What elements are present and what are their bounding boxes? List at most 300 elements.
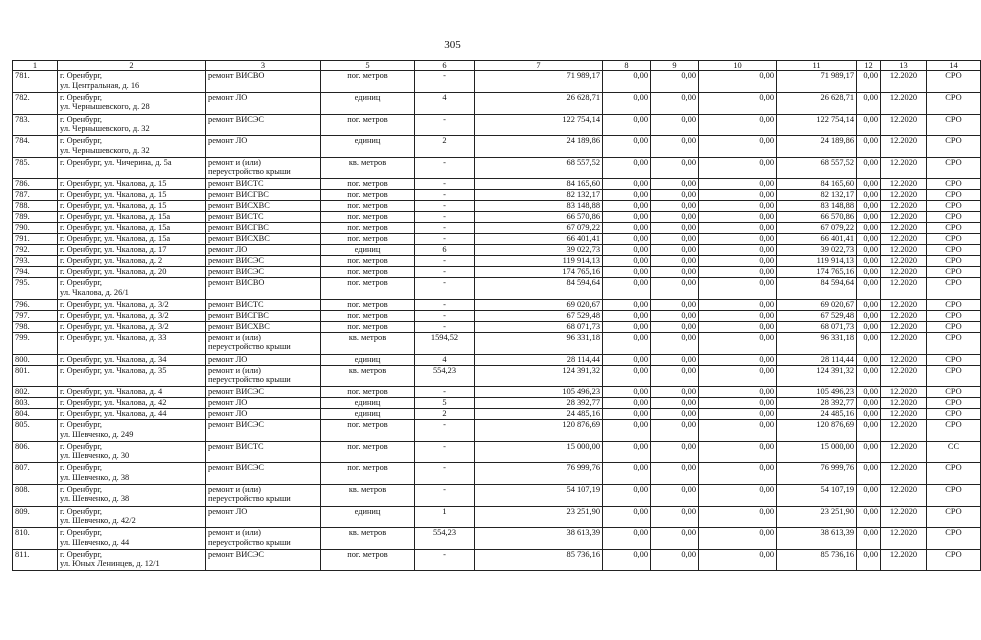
address-cell <box>58 299 206 310</box>
unit-cell: единиц <box>321 136 415 158</box>
cost-col-10-cell: 0,00 <box>699 256 777 267</box>
cost-col-10-cell: 0,00 <box>699 420 777 442</box>
total-cost-cell: 68 557,52 <box>475 157 603 179</box>
cost-col-10-cell: 0,00 <box>699 549 777 571</box>
address-cell-line: ул. Шевченко, д. 38 <box>60 494 130 504</box>
completion-date-cell: 12.2020 <box>881 365 927 387</box>
completion-date-cell: 12.2020 <box>881 190 927 201</box>
work-type-cell-line: ремонт ВИСЭС <box>208 267 264 277</box>
address-cell-line: г. Оренбург, ул. Чкалова, д. 35 <box>60 365 167 375</box>
quantity-cell: - <box>415 549 475 571</box>
total-cost-cell: 83 148,88 <box>475 201 603 212</box>
quantity-cell: - <box>415 201 475 212</box>
cost-col-12-cell: 0,00 <box>857 223 881 234</box>
cost-col-8-cell: 0,00 <box>603 387 651 398</box>
cost-col-9-cell: 0,00 <box>651 179 699 190</box>
cost-col-12-cell: 0,00 <box>857 267 881 278</box>
cost-col-11-cell: 120 876,69 <box>777 420 857 442</box>
work-type-cell <box>206 93 321 115</box>
funding-source-cell: СРО <box>927 223 981 234</box>
completion-date-cell: 12.2020 <box>881 420 927 442</box>
address-cell <box>58 256 206 267</box>
address-cell-line: г. Оренбург, <box>60 484 103 494</box>
cost-col-10-cell: 0,00 <box>699 354 777 365</box>
total-cost-cell: 84 594,64 <box>475 278 603 300</box>
cost-col-12-cell: 0,00 <box>857 528 881 550</box>
row-number: 808. <box>13 484 58 506</box>
total-cost-cell: 174 765,16 <box>475 267 603 278</box>
work-type-cell-line: ремонт и (или) <box>208 528 261 538</box>
address-cell-line: ул. Шевченко, д. 44 <box>60 537 130 547</box>
cost-col-12-cell: 0,00 <box>857 114 881 136</box>
work-type-cell-line: ремонт ВИСЭС <box>208 420 264 430</box>
column-header-8: 8 <box>603 61 651 71</box>
funding-source-cell: СРО <box>927 245 981 256</box>
address-cell-line: г. Оренбург, <box>60 278 103 288</box>
address-cell-line: ул. Чкалова, д. 26/1 <box>60 287 129 297</box>
row-number: 796. <box>13 299 58 310</box>
cost-col-9-cell: 0,00 <box>651 463 699 485</box>
unit-cell: пог. метров <box>321 256 415 267</box>
completion-date-cell: 12.2020 <box>881 179 927 190</box>
cost-col-11-cell: 122 754,14 <box>777 114 857 136</box>
work-type-cell-line: ремонт ВИСГВС <box>208 190 269 200</box>
unit-cell: пог. метров <box>321 278 415 300</box>
column-header-3: 3 <box>206 61 321 71</box>
cost-col-11-cell: 28 392,77 <box>777 398 857 409</box>
cost-col-10-cell: 0,00 <box>699 398 777 409</box>
quantity-cell: - <box>415 267 475 278</box>
unit-cell: пог. метров <box>321 190 415 201</box>
cost-col-8-cell: 0,00 <box>603 441 651 463</box>
work-type-cell <box>206 484 321 506</box>
row-number: 804. <box>13 409 58 420</box>
table-row <box>13 267 981 278</box>
row-number: 795. <box>13 278 58 300</box>
funding-source-cell: СРО <box>927 190 981 201</box>
work-type-cell <box>206 157 321 179</box>
table-header <box>13 61 981 71</box>
total-cost-cell: 84 165,60 <box>475 179 603 190</box>
cost-col-9-cell: 0,00 <box>651 398 699 409</box>
quantity-cell: - <box>415 441 475 463</box>
work-type-cell-line: ремонт ЛО <box>208 506 248 516</box>
quantity-cell: 4 <box>415 93 475 115</box>
quantity-cell: - <box>415 256 475 267</box>
column-header-5: 5 <box>321 61 415 71</box>
address-cell-line: г. Оренбург, <box>60 506 103 516</box>
address-cell <box>58 463 206 485</box>
cost-col-10-cell: 0,00 <box>699 409 777 420</box>
address-cell <box>58 136 206 158</box>
cost-col-8-cell: 0,00 <box>603 114 651 136</box>
cost-col-8-cell: 0,00 <box>603 223 651 234</box>
table-row <box>13 321 981 332</box>
row-number: 784. <box>13 136 58 158</box>
cost-col-9-cell: 0,00 <box>651 506 699 528</box>
cost-col-12-cell: 0,00 <box>857 463 881 485</box>
quantity-cell: - <box>415 223 475 234</box>
table-row <box>13 409 981 420</box>
address-cell-line: г. Оренбург, ул. Чкалова, д. 20 <box>60 267 167 277</box>
row-number: 787. <box>13 190 58 201</box>
cost-col-8-cell: 0,00 <box>603 201 651 212</box>
work-type-cell <box>206 278 321 300</box>
cost-col-11-cell: 69 020,67 <box>777 299 857 310</box>
cost-col-10-cell: 0,00 <box>699 332 777 354</box>
row-number: 805. <box>13 420 58 442</box>
unit-cell: кв. метров <box>321 332 415 354</box>
address-cell <box>58 310 206 321</box>
completion-date-cell: 12.2020 <box>881 441 927 463</box>
funding-source-cell: СРО <box>927 201 981 212</box>
address-cell-line: г. Оренбург, ул. Чичерина, д. 5а <box>60 157 172 167</box>
cost-col-8-cell: 0,00 <box>603 484 651 506</box>
funding-source-cell: СРО <box>927 136 981 158</box>
address-cell-line: г. Оренбург, <box>60 549 103 559</box>
completion-date-cell: 12.2020 <box>881 310 927 321</box>
work-type-cell <box>206 409 321 420</box>
cost-col-12-cell: 0,00 <box>857 71 881 93</box>
total-cost-cell: 67 079,22 <box>475 223 603 234</box>
cost-col-8-cell: 0,00 <box>603 420 651 442</box>
cost-col-10-cell: 0,00 <box>699 365 777 387</box>
work-type-cell <box>206 463 321 485</box>
total-cost-cell: 76 999,76 <box>475 463 603 485</box>
table-row <box>13 223 981 234</box>
row-number: 810. <box>13 528 58 550</box>
table-body <box>13 71 981 571</box>
cost-col-11-cell: 66 401,41 <box>777 234 857 245</box>
row-number: 798. <box>13 321 58 332</box>
total-cost-cell: 96 331,18 <box>475 332 603 354</box>
cost-col-9-cell: 0,00 <box>651 354 699 365</box>
total-cost-cell: 82 132,17 <box>475 190 603 201</box>
quantity-cell: 1 <box>415 506 475 528</box>
work-type-cell <box>206 420 321 442</box>
total-cost-cell: 28 114,44 <box>475 354 603 365</box>
work-type-cell-line: переустройство крыши <box>208 537 291 547</box>
work-type-cell-line: ремонт и (или) <box>208 332 261 342</box>
work-type-cell <box>206 299 321 310</box>
cost-col-9-cell: 0,00 <box>651 365 699 387</box>
column-header-10: 10 <box>699 61 777 71</box>
row-number: 803. <box>13 398 58 409</box>
cost-col-10-cell: 0,00 <box>699 463 777 485</box>
cost-col-9-cell: 0,00 <box>651 267 699 278</box>
work-type-cell-line: ремонт ВИСТС <box>208 212 264 222</box>
completion-date-cell: 12.2020 <box>881 463 927 485</box>
cost-col-12-cell: 0,00 <box>857 136 881 158</box>
unit-cell: кв. метров <box>321 365 415 387</box>
address-cell <box>58 245 206 256</box>
quantity-cell: 5 <box>415 398 475 409</box>
address-cell-line: ул. Шевченко, д. 249 <box>60 429 134 439</box>
table-row <box>13 136 981 158</box>
cost-col-12-cell: 0,00 <box>857 212 881 223</box>
cost-col-9-cell: 0,00 <box>651 549 699 571</box>
total-cost-cell: 15 000,00 <box>475 441 603 463</box>
table-row <box>13 484 981 506</box>
address-cell-line: ул. Чернышевского, д. 32 <box>60 124 150 133</box>
column-header-11: 11 <box>777 61 857 71</box>
completion-date-cell: 12.2020 <box>881 245 927 256</box>
cost-col-9-cell: 0,00 <box>651 409 699 420</box>
work-type-cell <box>206 441 321 463</box>
cost-col-8-cell: 0,00 <box>603 179 651 190</box>
total-cost-cell: 54 107,19 <box>475 484 603 506</box>
address-cell-line: г. Оренбург, ул. Чкалова, д. 3/2 <box>60 299 169 309</box>
cost-col-11-cell: 124 391,32 <box>777 365 857 387</box>
completion-date-cell: 12.2020 <box>881 256 927 267</box>
address-cell-line: г. Оренбург, ул. Чкалова, д. 4 <box>60 387 163 397</box>
work-type-cell <box>206 528 321 550</box>
quantity-cell: - <box>415 321 475 332</box>
work-type-cell-line: ремонт ВИСЭС <box>208 463 264 473</box>
unit-cell: пог. метров <box>321 321 415 332</box>
table-row <box>13 114 981 136</box>
row-number: 800. <box>13 354 58 365</box>
completion-date-cell: 12.2020 <box>881 136 927 158</box>
funding-source-cell: СРО <box>927 212 981 223</box>
address-cell-line: ул. Чернышевского, д. 32 <box>60 145 150 155</box>
work-type-cell-line: ремонт ВИСЭС <box>208 114 264 124</box>
cost-col-9-cell: 0,00 <box>651 278 699 300</box>
funding-source-cell: СРО <box>927 332 981 354</box>
cost-col-8-cell: 0,00 <box>603 267 651 278</box>
work-type-cell <box>206 223 321 234</box>
address-cell-line: г. Оренбург, <box>60 528 103 538</box>
cost-col-12-cell: 0,00 <box>857 234 881 245</box>
cost-col-10-cell: 0,00 <box>699 387 777 398</box>
completion-date-cell: 12.2020 <box>881 528 927 550</box>
cost-col-12-cell: 0,00 <box>857 93 881 115</box>
unit-cell: пог. метров <box>321 212 415 223</box>
unit-cell: единиц <box>321 506 415 528</box>
work-type-cell-line: ремонт ВИСВО <box>208 278 265 288</box>
work-type-cell-line: переустройство крыши <box>208 374 291 384</box>
total-cost-cell: 26 628,71 <box>475 93 603 115</box>
unit-cell: пог. метров <box>321 310 415 321</box>
completion-date-cell: 12.2020 <box>881 354 927 365</box>
cost-col-8-cell: 0,00 <box>603 278 651 300</box>
work-type-cell-line: ремонт ЛО <box>208 409 248 419</box>
unit-cell: пог. метров <box>321 387 415 398</box>
cost-col-11-cell: 85 736,16 <box>777 549 857 571</box>
address-cell <box>58 420 206 442</box>
unit-cell: кв. метров <box>321 528 415 550</box>
funding-source-cell: СРО <box>927 354 981 365</box>
work-type-cell-line: ремонт ВИСЭС <box>208 549 264 559</box>
work-type-cell <box>206 114 321 136</box>
address-cell-line: г. Оренбург, <box>60 441 103 451</box>
work-type-cell-line: ремонт ВИСЭС <box>208 387 264 397</box>
cost-col-11-cell: 84 594,64 <box>777 278 857 300</box>
cost-col-9-cell: 0,00 <box>651 201 699 212</box>
cost-col-8-cell: 0,00 <box>603 190 651 201</box>
address-cell-line: ул. Центральная, д. 16 <box>60 80 140 90</box>
row-number: 783. <box>13 114 58 136</box>
work-type-cell-line: ремонт ВИСЭС <box>208 256 264 266</box>
unit-cell: пог. метров <box>321 441 415 463</box>
cost-col-9-cell: 0,00 <box>651 441 699 463</box>
column-header-14: 14 <box>927 61 981 71</box>
cost-col-10-cell: 0,00 <box>699 310 777 321</box>
address-cell <box>58 321 206 332</box>
cost-col-9-cell: 0,00 <box>651 234 699 245</box>
quantity-cell: 4 <box>415 354 475 365</box>
cost-col-8-cell: 0,00 <box>603 299 651 310</box>
funding-source-cell: СРО <box>927 114 981 136</box>
address-cell <box>58 212 206 223</box>
cost-col-11-cell: 23 251,90 <box>777 506 857 528</box>
cost-col-8-cell: 0,00 <box>603 157 651 179</box>
cost-col-11-cell: 174 765,16 <box>777 267 857 278</box>
row-number: 793. <box>13 256 58 267</box>
total-cost-cell: 66 570,86 <box>475 212 603 223</box>
cost-col-10-cell: 0,00 <box>699 136 777 158</box>
work-type-cell <box>206 201 321 212</box>
completion-date-cell: 12.2020 <box>881 223 927 234</box>
funding-source-cell: СРО <box>927 506 981 528</box>
quantity-cell: - <box>415 278 475 300</box>
cost-col-10-cell: 0,00 <box>699 528 777 550</box>
address-cell <box>58 190 206 201</box>
cost-col-11-cell: 96 331,18 <box>777 332 857 354</box>
address-cell <box>58 223 206 234</box>
work-type-cell <box>206 332 321 354</box>
address-cell-line: г. Оренбург, <box>60 71 103 81</box>
cost-col-11-cell: 38 613,39 <box>777 528 857 550</box>
column-header-1: 1 <box>13 61 58 71</box>
address-cell <box>58 332 206 354</box>
cost-col-11-cell: 82 132,17 <box>777 190 857 201</box>
work-type-cell <box>206 321 321 332</box>
header-row <box>13 61 981 71</box>
work-type-cell-line: ремонт ВИСХВС <box>208 321 270 331</box>
unit-cell: единиц <box>321 93 415 115</box>
address-cell <box>58 71 206 93</box>
work-type-cell-line: ремонт ЛО <box>208 354 248 364</box>
completion-date-cell: 12.2020 <box>881 267 927 278</box>
funding-source-cell: СРО <box>927 299 981 310</box>
address-cell-line: г. Оренбург, ул. Чкалова, д. 2 <box>60 256 163 266</box>
address-cell <box>58 114 206 136</box>
work-type-cell <box>206 506 321 528</box>
funding-source-cell: СРО <box>927 71 981 93</box>
row-number: 799. <box>13 332 58 354</box>
completion-date-cell: 12.2020 <box>881 114 927 136</box>
work-type-cell <box>206 212 321 223</box>
quantity-cell: 2 <box>415 409 475 420</box>
cost-col-8-cell: 0,00 <box>603 136 651 158</box>
cost-col-12-cell: 0,00 <box>857 365 881 387</box>
quantity-cell: 6 <box>415 245 475 256</box>
address-cell-line: г. Оренбург, ул. Чкалова, д. 44 <box>60 409 167 419</box>
address-cell-line: г. Оренбург, ул. Чкалова, д. 15а <box>60 234 171 244</box>
column-header-9: 9 <box>651 61 699 71</box>
cost-col-10-cell: 0,00 <box>699 93 777 115</box>
table-row <box>13 234 981 245</box>
quantity-cell: - <box>415 157 475 179</box>
total-cost-cell: 28 392,77 <box>475 398 603 409</box>
cost-col-9-cell: 0,00 <box>651 71 699 93</box>
column-header-2: 2 <box>58 61 206 71</box>
table-row <box>13 179 981 190</box>
cost-col-12-cell: 0,00 <box>857 157 881 179</box>
cost-col-9-cell: 0,00 <box>651 136 699 158</box>
row-number: 811. <box>13 549 58 571</box>
table-row <box>13 256 981 267</box>
cost-col-10-cell: 0,00 <box>699 278 777 300</box>
completion-date-cell: 12.2020 <box>881 212 927 223</box>
address-cell-line: г. Оренбург, ул. Чкалова, д. 15 <box>60 179 167 189</box>
cost-col-12-cell: 0,00 <box>857 321 881 332</box>
cost-col-8-cell: 0,00 <box>603 93 651 115</box>
address-cell <box>58 201 206 212</box>
cost-col-10-cell: 0,00 <box>699 179 777 190</box>
cost-col-11-cell: 15 000,00 <box>777 441 857 463</box>
cost-col-11-cell: 105 496,23 <box>777 387 857 398</box>
work-type-cell <box>206 387 321 398</box>
row-number: 791. <box>13 234 58 245</box>
address-cell <box>58 441 206 463</box>
cost-col-8-cell: 0,00 <box>603 354 651 365</box>
cost-col-8-cell: 0,00 <box>603 234 651 245</box>
cost-col-9-cell: 0,00 <box>651 114 699 136</box>
cost-col-9-cell: 0,00 <box>651 223 699 234</box>
cost-col-11-cell: 68 071,73 <box>777 321 857 332</box>
cost-col-9-cell: 0,00 <box>651 321 699 332</box>
work-type-cell-line: ремонт ВИСХВС <box>208 201 270 211</box>
address-cell-line: г. Оренбург, ул. Чкалова, д. 15а <box>60 212 171 222</box>
cost-col-8-cell: 0,00 <box>603 212 651 223</box>
quantity-cell: - <box>415 484 475 506</box>
funding-source-cell: СРО <box>927 310 981 321</box>
unit-cell: пог. метров <box>321 463 415 485</box>
address-cell-line: г. Оренбург, ул. Чкалова, д. 15 <box>60 190 167 200</box>
quantity-cell: - <box>415 463 475 485</box>
work-type-cell-line: ремонт ЛО <box>208 93 248 102</box>
address-cell <box>58 506 206 528</box>
unit-cell: пог. метров <box>321 234 415 245</box>
completion-date-cell: 12.2020 <box>881 484 927 506</box>
row-number: 794. <box>13 267 58 278</box>
cost-col-10-cell: 0,00 <box>699 190 777 201</box>
cost-col-10-cell: 0,00 <box>699 114 777 136</box>
total-cost-cell: 38 613,39 <box>475 528 603 550</box>
row-number: 790. <box>13 223 58 234</box>
cost-col-8-cell: 0,00 <box>603 71 651 93</box>
row-number: 797. <box>13 310 58 321</box>
unit-cell: пог. метров <box>321 201 415 212</box>
table-row <box>13 201 981 212</box>
unit-cell: единиц <box>321 245 415 256</box>
total-cost-cell: 66 401,41 <box>475 234 603 245</box>
column-header-6: 6 <box>415 61 475 71</box>
table-row <box>13 157 981 179</box>
cost-col-11-cell: 84 165,60 <box>777 179 857 190</box>
funding-source-cell: СРО <box>927 234 981 245</box>
quantity-cell: - <box>415 114 475 136</box>
funding-source-cell: СРО <box>927 409 981 420</box>
funding-source-cell: СРО <box>927 484 981 506</box>
cost-col-12-cell: 0,00 <box>857 409 881 420</box>
address-cell-line: ул. Шевченко, д. 30 <box>60 451 130 461</box>
table-row <box>13 441 981 463</box>
work-type-cell-line: ремонт ЛО <box>208 245 248 255</box>
row-number: 802. <box>13 387 58 398</box>
